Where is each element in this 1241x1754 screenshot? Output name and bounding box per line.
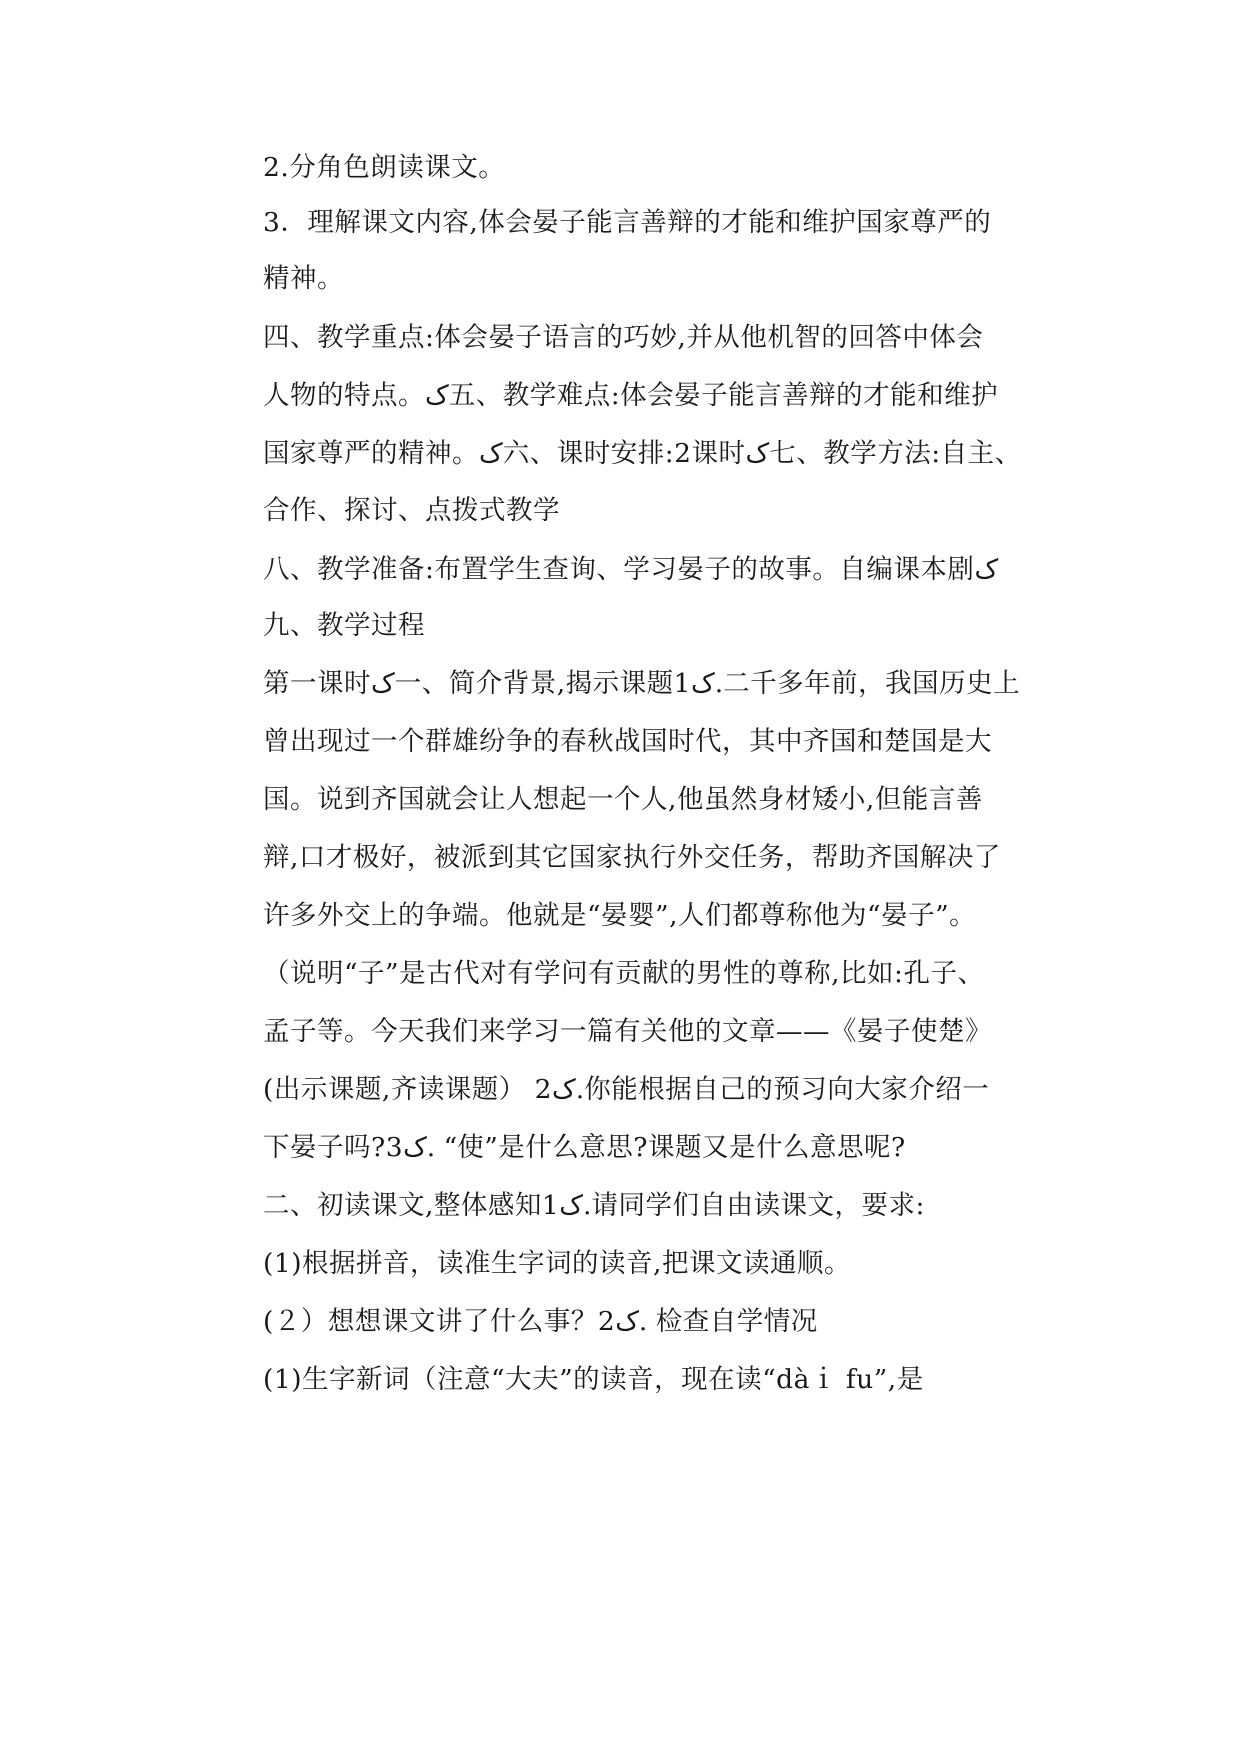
text-line: 许多外交上的争端。他就是“晏婴”,人们都尊称他为“晏子”。 — [263, 900, 977, 931]
text-line: 二、初读课文,整体感知1ک.请同学们自由读课文，要求: — [263, 1190, 925, 1221]
text-line: 国家尊严的精神。ک六、课时安排:2课时ک七、教学方法:自主、 — [263, 438, 1022, 469]
text-line: (1)生字新词（注意“大夫”的读音，现在读“dàｉ fu”,是 — [263, 1364, 924, 1395]
text-line: 2.分角色朗读课文。 — [263, 152, 506, 183]
text-line: 合作、探讨、点拨式教学 — [263, 495, 560, 526]
text-line: 辩,口才极好，被派到其它国家执行外交任务，帮助齐国解决了 — [263, 842, 1001, 873]
text-line: 精神。 — [263, 263, 344, 294]
text-line: 孟子等。今天我们来学习一篇有关他的文章——《晏子使楚》 — [263, 1016, 992, 1047]
text-line: 九、教学过程 — [263, 610, 425, 641]
text-line: （说明“子”是古代对有学问有贡献的男性的尊称,比如:孔子、 — [263, 958, 985, 989]
text-line: 曾出现过一个群雄纷争的春秋战国时代，其中齐国和楚国是大 — [263, 726, 992, 757]
text-line: 人物的特点。ک五、教学难点:体会晏子能言善辩的才能和维护 — [263, 380, 999, 411]
text-line: (出示课题,齐读课题） 2ک.你能根据自己的预习向大家介绍一 — [263, 1074, 990, 1105]
text-line: 3．理解课文内容,体会晏子能言善辩的才能和维护国家尊严的 — [263, 207, 992, 238]
text-line: 第一课时ک一、简介背景,揭示课题1ک.二千多年前，我国历史上 — [263, 668, 1021, 699]
text-line: 国。说到齐国就会让人想起一个人,他虽然身材矮小,但能言善 — [263, 784, 983, 815]
text-line: 四、教学重点:体会晏子语言的巧妙,并从他机智的回答中体会 — [263, 322, 984, 353]
text-line: 八、教学准备:布置学生查询、学习晏子的故事。自编课本剧ک — [263, 554, 999, 585]
text-line: (1)根据拼音，读准生字词的读音,把课文读通顺。 — [263, 1248, 851, 1279]
text-line: 下晏子吗?3ک. “使”是什么意思?课题又是什么意思呢? — [263, 1132, 906, 1163]
text-line: (２）想想课文讲了什么事？2ک. 检查自学情况 — [263, 1306, 818, 1337]
